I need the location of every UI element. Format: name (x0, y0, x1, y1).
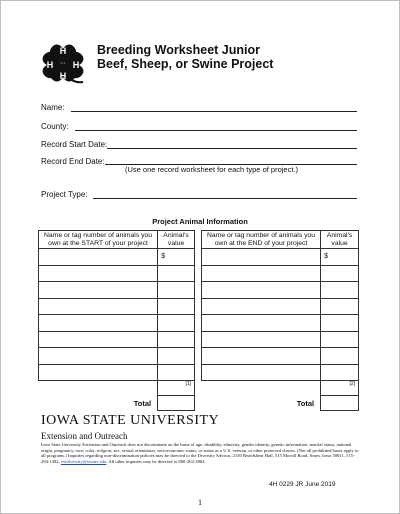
table-row (39, 348, 195, 365)
table-cell[interactable] (321, 364, 359, 381)
county-line[interactable] (75, 130, 357, 131)
start-value-header: Animal's value (158, 231, 195, 249)
start-name-header: Name or tag number of animals you own at the START of your project (39, 231, 158, 249)
table-cell[interactable] (321, 298, 359, 315)
table-cell[interactable] (158, 331, 195, 348)
table-row (39, 331, 195, 348)
table-cell[interactable] (39, 265, 158, 282)
table-cell[interactable] (321, 315, 359, 332)
table-row (202, 331, 359, 348)
total-label: Total (296, 398, 315, 408)
end-total-cell[interactable] (321, 396, 359, 411)
svg-text:H: H (72, 60, 80, 70)
table-row (39, 364, 195, 381)
table-row (202, 282, 359, 299)
disclaimer-text: Iowa State University Extension and Outreach does not discriminate on the basis of age, disability, ethnicity, gender identity, genetic information, marital status, national origin, pregnancy, race, color, religion, sex, sexual orientation, socioeconomic status, or status as a U.S. veteran, or other protected classes. (Not all prohibited bases apply to all programs.) Inquiries regarding non-discrimination policies may be directed to the Diversity Advisor, 2150 Beardshear Hall, 515 Morrill Road, Ames, Iowa 50011, 515-294-1482, (41, 442, 359, 464)
name-label: Name: (41, 103, 65, 112)
footnote-marker: [2] (321, 381, 359, 396)
table-cell[interactable] (202, 249, 321, 266)
end-name-header: Name or tag number of animals you own at the END of your project (202, 231, 321, 249)
worksheet-note: (Use one record worksheet for each type of project.) (125, 165, 298, 174)
table-cell[interactable] (202, 265, 321, 282)
start-table-header-row (39, 231, 195, 249)
publication-code: 4H 0229 JR June 2019 (269, 481, 336, 488)
table-cell[interactable] (39, 348, 158, 365)
dollar-sign[interactable]: $ (321, 249, 359, 266)
table-cell[interactable] (321, 282, 359, 299)
diversity-email-link[interactable]: extdiversity@iastate.edu (60, 458, 107, 464)
table-cell[interactable] (39, 364, 158, 381)
svg-text:H: H (59, 71, 67, 81)
table-cell[interactable] (39, 298, 158, 315)
worksheet-title (97, 43, 273, 71)
footnote-marker: [1] (158, 381, 195, 396)
table-cell[interactable] (202, 348, 321, 365)
name-line[interactable] (71, 111, 357, 112)
title-line-1: Breeding Worksheet Junior (97, 43, 260, 57)
section-title: Project Animal Information (152, 217, 248, 226)
table-cell[interactable] (158, 265, 195, 282)
disclaimer-end-text: . All other inquiries may be directed to 800-262-3804. (106, 458, 206, 464)
end-table-total-row (202, 396, 359, 411)
table-cell[interactable] (39, 315, 158, 332)
table-cell[interactable] (202, 315, 321, 332)
table-cell[interactable] (158, 348, 195, 365)
start-animals-table (38, 230, 195, 411)
total-label: Total (133, 398, 152, 408)
table-row (202, 298, 359, 315)
table-cell[interactable] (158, 282, 195, 299)
extension-outreach-label: Extension and Outreach (41, 431, 128, 441)
end-table-header-row (202, 231, 359, 249)
table-row (39, 249, 195, 266)
table-cell[interactable] (39, 249, 158, 266)
end-value-header: Animal's value (321, 231, 359, 249)
table-cell[interactable] (202, 298, 321, 315)
table-cell[interactable] (321, 265, 359, 282)
table-cell[interactable] (321, 331, 359, 348)
table-cell[interactable] (202, 364, 321, 381)
end-table-footnote-row (202, 381, 359, 396)
table-cell[interactable] (39, 331, 158, 348)
table-cell[interactable] (158, 298, 195, 315)
svg-text:H: H (59, 46, 67, 56)
dollar-sign[interactable]: $ (158, 249, 195, 266)
table-row (39, 265, 195, 282)
nondiscrimination-statement (41, 442, 361, 464)
start-table-footnote-row (39, 381, 195, 396)
record-end-date-label: Record End Date: (41, 157, 105, 166)
start-total-cell[interactable] (158, 396, 195, 411)
table-row (39, 282, 195, 299)
table-cell[interactable] (39, 282, 158, 299)
table-cell[interactable] (321, 348, 359, 365)
table-row (39, 298, 195, 315)
table-row (202, 249, 359, 266)
svg-text:H: H (46, 60, 54, 70)
table-cell[interactable] (158, 364, 195, 381)
table-cell[interactable] (202, 282, 321, 299)
record-start-date-label: Record Start Date: (41, 140, 108, 149)
page-number: 1 (198, 498, 202, 507)
four-h-clover-logo-icon (39, 41, 87, 87)
title-line-2: Beef, Sheep, or Swine Project (97, 57, 274, 71)
table-row (202, 364, 359, 381)
record-start-date-line[interactable] (107, 148, 357, 149)
table-row (202, 265, 359, 282)
end-animals-table (201, 230, 359, 411)
table-row (39, 315, 195, 332)
project-type-line[interactable] (93, 198, 357, 199)
table-cell[interactable] (202, 331, 321, 348)
project-type-label: Project Type: (41, 190, 88, 199)
table-row (202, 315, 359, 332)
university-wordmark: IOWA STATE UNIVERSITY (41, 413, 220, 428)
table-cell[interactable] (158, 315, 195, 332)
county-label: County: (41, 122, 69, 131)
table-row (202, 348, 359, 365)
start-table-total-row (39, 396, 195, 411)
